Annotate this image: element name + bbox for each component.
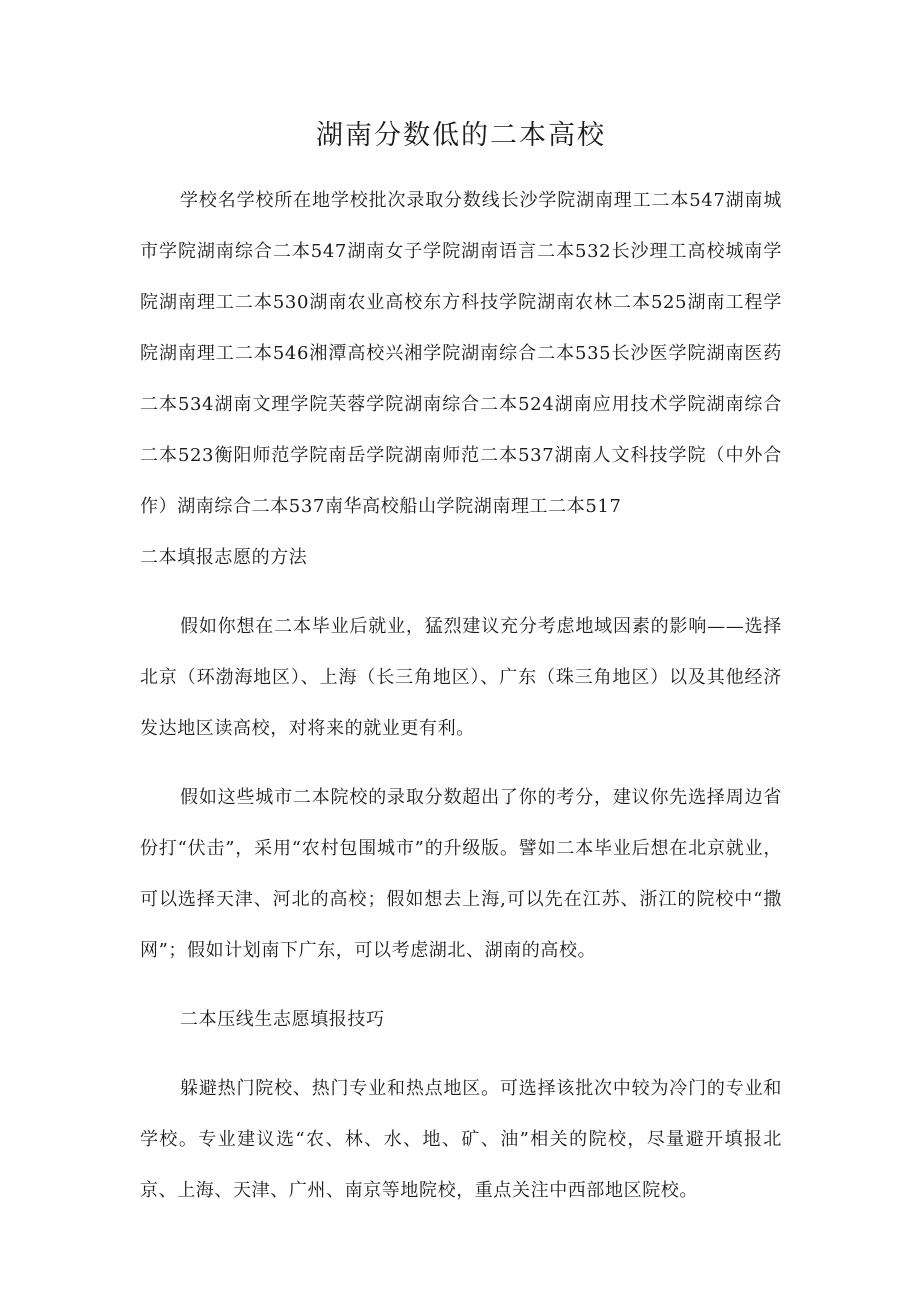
region-advice-paragraph: 假如你想在二本毕业后就业，猛烈建议充分考虑地域因素的影响——选择北京（环渤海地区）、上海（长三角地区）、广东（珠三角地区）以及其他经济发达地区读高校，对将来的就业更有利。 (140, 616, 782, 739)
page-title: 湖南分数低的二本高校 (316, 120, 606, 151)
borderline-tips-heading: 二本压线生志愿填报技巧 (180, 1009, 385, 1030)
avoid-hotspots-paragraph: 躲避热门院校、热门专业和热点地区。可选择该批次中较为冷门的专业和学校。专业建议选“农、林、水、地、矿、油”相关的院校，尽量避开填报北京、上海、天津、广州、南京等地院校，重点关注中西部地区院校。 (140, 1078, 782, 1201)
method-heading: 二本填报志愿的方法 (140, 547, 308, 568)
admission-scores-paragraph: 学校名学校所在地学校批次录取分数线长沙学院湖南理工二本547湖南城市学院湖南综合二本547湖南女子学院湖南语言二本532长沙理工高校城南学院湖南理工二本530湖南农业高校东方科技学院湖南农林二本525湖南工程学院湖南理工二本546湘潭高校兴湘学院湖南综合二本535长沙医学院湖南医药二本534湖南文理学院芙蓉学院湖南综合二本524湖南应用技术学院湖南综合二本523衡阳师范学院南岳学院湖南师范二本537湖南人文科技学院（中外合作）湖南综合二本537南华高校船山学院湖南理工二本517 (140, 190, 782, 517)
surrounding-province-paragraph: 假如这些城市二本院校的录取分数超出了你的考分，建议你先选择周边省份打“伏击”，采用“农村包围城市”的升级版。譬如二本毕业后想在北京就业，可以选择天津、河北的高校；假如想去上海,可以先在江苏、浙江的院校中“撒网”；假如计划南下广东，可以考虑湖北、湖南的高校。 (140, 787, 782, 961)
